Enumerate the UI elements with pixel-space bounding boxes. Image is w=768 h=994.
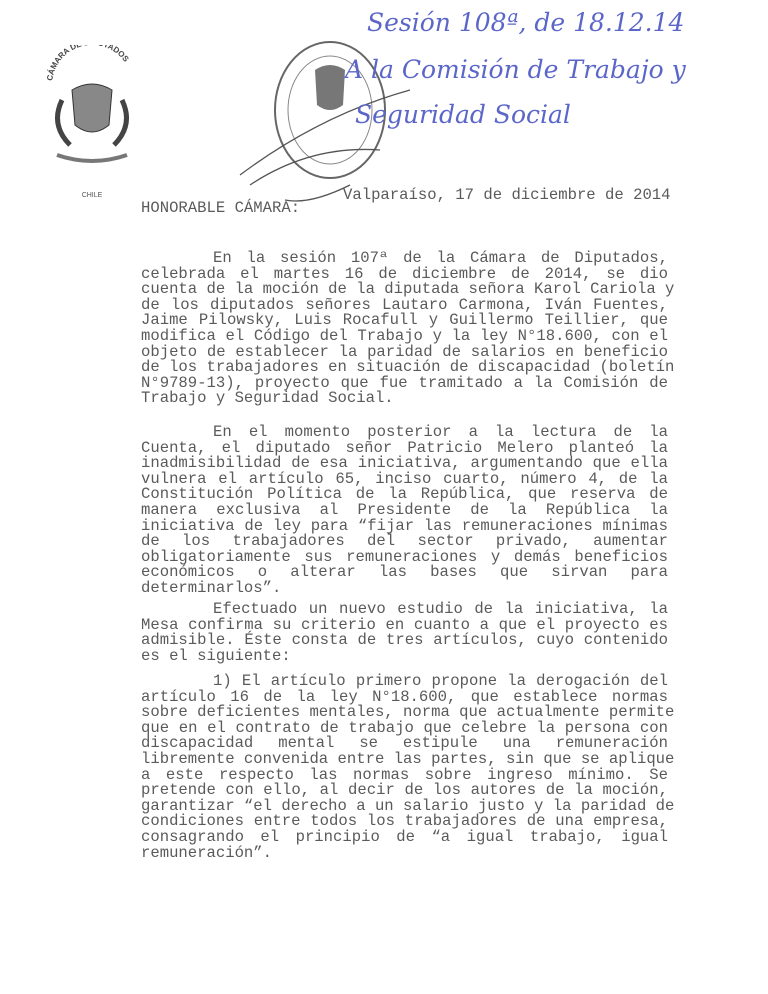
svg-text:CÁMARA DE DIPUTADOS: CÁMARA D ADOS (45, 45, 131, 82)
text-line: inadmisibilidad de esa iniciativa, argumentando que ella (141, 454, 668, 473)
text-line: N°9789-13), proyecto que fue tramitado a la Comisión de (141, 373, 668, 392)
handwritten-line: Seguridad Social (355, 100, 571, 129)
paragraph-session (141, 249, 675, 408)
salutation: HONORABLE CÁMARA: (141, 199, 301, 217)
text-line: a este respecto las normas sobre ingreso mínimo. Se (141, 765, 668, 784)
text-line: objeto de establecer la paridad de salarios en beneficio (141, 342, 668, 361)
text-line: que en el contrato de trabajo que celebre la persona con (141, 718, 668, 737)
text-line: pretende con ello, al decir de los autores de la moción, (141, 781, 668, 800)
handwritten-line: A la Comisión de Trabajo y (345, 55, 686, 84)
text-line: económicos o alterar las bases que sirvan para (141, 563, 668, 582)
text-line: admisible. Éste consta de tres artículos, cuyo contenido (141, 631, 668, 650)
text-line: modifica el Código del Trabajo y la ley N°18.600, con el (141, 326, 668, 345)
text-line: remuneración”. (141, 843, 273, 862)
logo-country: CHILE (81, 192, 103, 199)
paragraph-article-one (141, 672, 675, 862)
text-line: sobre deficientes mentales, norma que actualmente permite (141, 703, 675, 722)
handwritten-note (345, 0, 686, 150)
text-line: Trabajo y Seguridad Social. (141, 389, 394, 408)
text-line: garantizar “el derecho a un salario justo y la paridad de (141, 796, 675, 815)
paragraph-admissibility (141, 602, 668, 664)
text-line: En el momento posterior a la lectura de la (213, 423, 668, 441)
text-line: consagrando el principio de “a igual trabajo, igual (141, 827, 668, 846)
text-line: es el siguiente: (141, 646, 291, 665)
text-line: determinarlos”. (141, 578, 282, 597)
text-line: celebrada el martes 16 de diciembre de 2014, se dio (141, 264, 668, 283)
text-line: artículo 16 de la ley N°18.600, que establece normas (141, 687, 668, 706)
text-line: cuenta de la moción de la diputada señora Karol Cariola y (141, 280, 675, 299)
text-line: de los diputados señores Lautaro Carmona, Iván Fuentes, (141, 295, 668, 314)
text-line: Mesa confirma su criterio en cuanto a que el proyecto es (141, 615, 668, 634)
handwritten-line: Sesión 108ª, de 18.12.14 (367, 8, 685, 37)
text-line: Efectuado un nuevo estudio de la iniciativa, la (213, 600, 668, 618)
chamber-logo (42, 45, 142, 205)
text-line: En la sesión 107ª de la Cámara de Diputados, (213, 249, 668, 267)
text-line: manera exclusiva al Presidente de la República la (141, 500, 668, 519)
date-line: Valparaíso, 17 de diciembre de 2014 (343, 186, 671, 204)
text-line: de los trabajadores del sector privado, aumentar (141, 532, 668, 551)
text-line: Jaime Pilowsky, Luis Rocafull y Guillermo Teillier, que (141, 311, 668, 330)
text-line: Constitución Política de la República, que reserva de (141, 485, 668, 504)
text-line: iniciativa de ley para “fijar las remuneraciones mínimas (141, 516, 668, 535)
text-line: libremente convenida entre las partes, sin que se aplique (141, 749, 675, 768)
text-line: de los trabajadores en situación de discapacidad (boletín (141, 358, 675, 377)
text-line: obligatoriamente sus remuneraciones y demás beneficios (141, 547, 668, 566)
text-line: condiciones entre todos los trabajadores de una empresa, (141, 812, 668, 831)
text-line: 1) El artículo primero propone la derogación del (213, 672, 668, 690)
text-line: discapacidad mental se estipule una remuneración (141, 734, 668, 753)
text-line: Cuenta, el diputado señor Patricio Melero planteó la (141, 438, 668, 457)
paragraph-inadmissibility (141, 425, 668, 597)
text-line: vulnera el artículo 65, inciso cuarto, número 4, de la (141, 469, 668, 488)
